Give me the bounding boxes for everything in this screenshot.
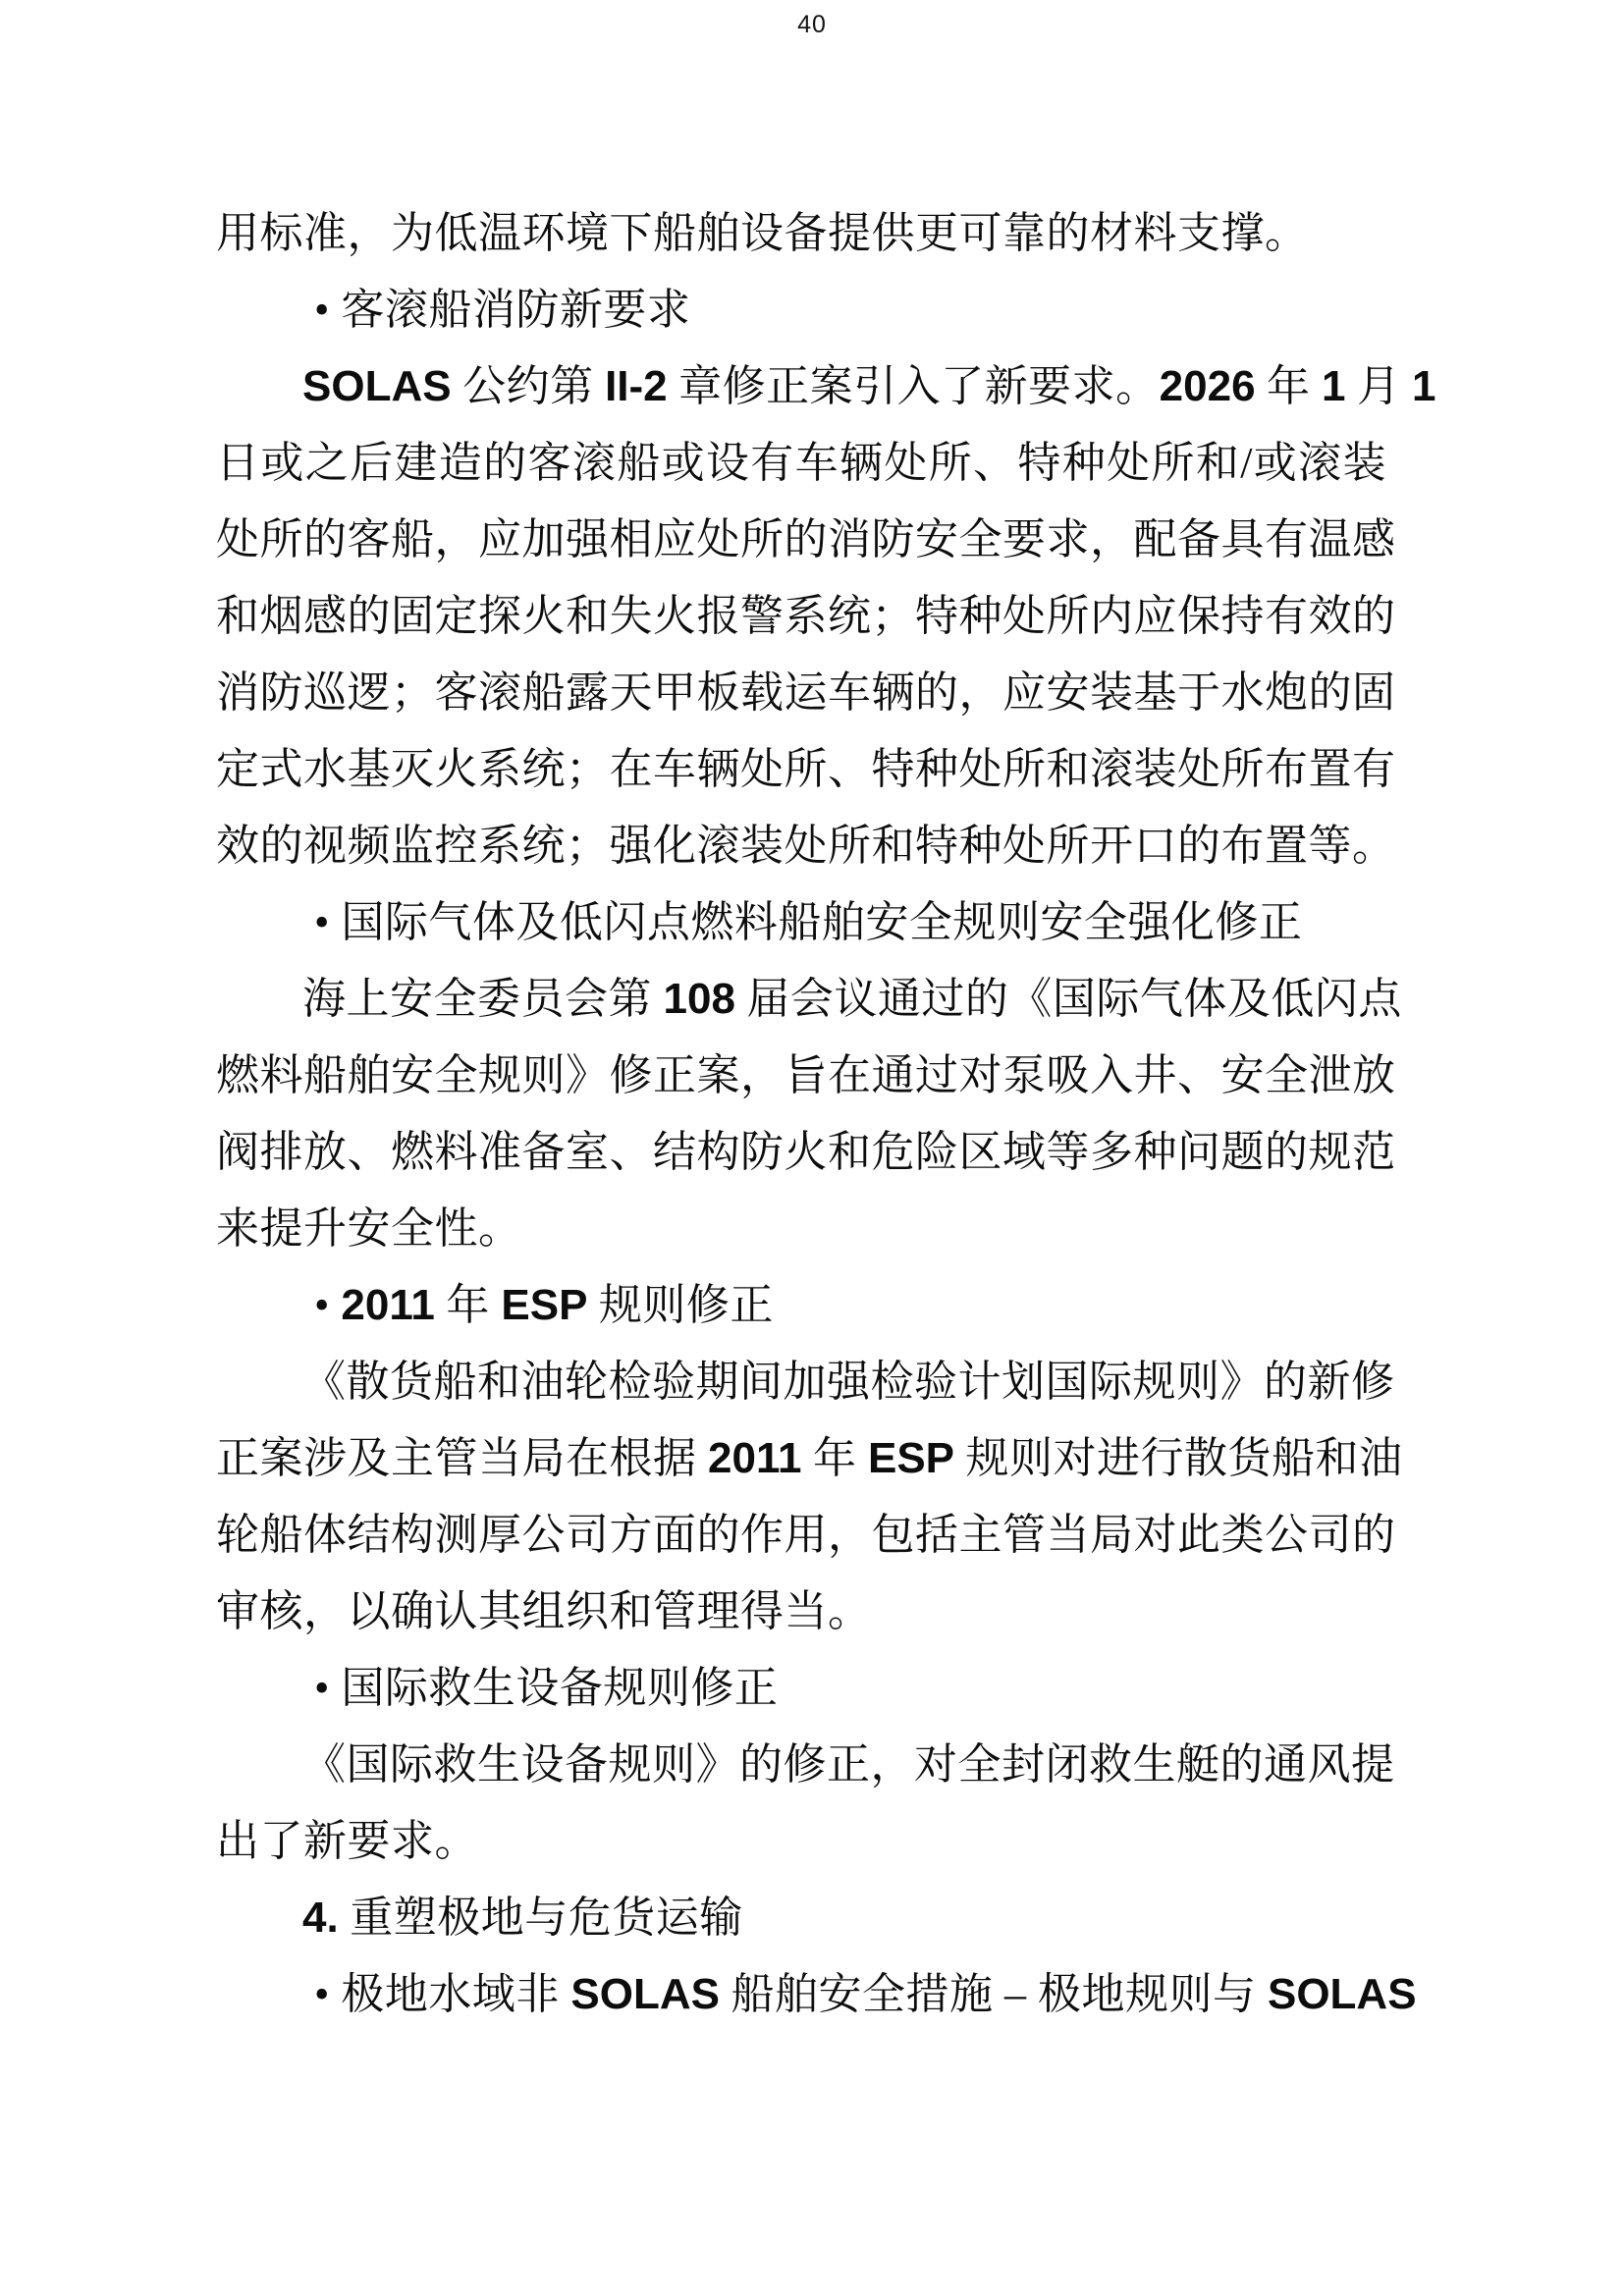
text-line: 效的视频监控系统；强化滚装处所和特种处所开口的布置等。	[216, 822, 1396, 870]
bullet-item: • 国际救生设备规则修正	[314, 1664, 779, 1712]
latin-run: SOLAS	[1267, 1970, 1417, 2018]
page-number: 40	[797, 11, 827, 38]
text-line: SOLAS 公约第 II-2 章修正案引入了新要求。2026 年 1 月 1	[302, 362, 1436, 410]
text-line: 海上安全委员会第 108 届会议通过的《国际气体及低闪点	[302, 975, 1402, 1023]
latin-run: 4.	[302, 1894, 339, 1942]
text-line: 定式水基灭火系统；在车辆处所、特种处所和滚装处所布置有	[216, 745, 1396, 793]
latin-run: 1	[1412, 362, 1436, 410]
text-line: 《散货船和油轮检验期间加强检验计划国际规则》的新修	[302, 1358, 1395, 1406]
text-line: 阀排放、燃料准备室、结构防火和危险区域等多种问题的规范	[216, 1128, 1396, 1176]
latin-run: 2011	[708, 1434, 802, 1482]
text-line: 审核，以确认其组织和管理得当。	[216, 1587, 872, 1635]
bullet-item: • 客滚船消防新要求	[314, 286, 691, 334]
bullet-item: • 2011 年 ESP 规则修正	[314, 1281, 774, 1329]
text-line: 消防巡逻；客滚船露天甲板载运车辆的，应安装基于水炮的固	[216, 668, 1396, 717]
latin-run: SOLAS	[302, 362, 452, 410]
bullet-item: • 极地水域非 SOLAS 船舶安全措施 – 极地规则与 SOLAS	[314, 1970, 1417, 2018]
bullet-item: • 国际气体及低闪点燃料船舶安全规则安全强化修正	[314, 898, 1303, 946]
text-line: 处所的客船，应加强相应处所的消防安全要求，配备具有温感	[216, 515, 1396, 563]
latin-run: 2026	[1159, 362, 1256, 410]
text-line: 正案涉及主管当局在根据 2011 年 ESP 规则对进行散货船和油	[216, 1434, 1403, 1482]
text-line: 来提升安全性。	[216, 1204, 522, 1253]
latin-run: ESP	[501, 1281, 588, 1329]
latin-run: 108	[663, 975, 735, 1023]
text-line: 用标准，为低温环境下船舶设备提供更可靠的材料支撑。	[216, 209, 1309, 257]
text-line: 出了新要求。	[216, 1817, 478, 1865]
text-line: 燃料船舶安全规则》修正案，旨在通过对泵吸入井、安全泄放	[216, 1051, 1396, 1099]
text-line: 和烟感的固定探火和失火报警系统；特种处所内应保持有效的	[216, 592, 1396, 640]
text-line: 日或之后建造的客滚船或设有车辆处所、特种处所和/或滚装	[216, 439, 1386, 487]
latin-run: 2011	[341, 1281, 435, 1329]
numbered-heading: 4. 重塑极地与危货运输	[302, 1894, 743, 1942]
latin-run: ESP	[867, 1434, 955, 1482]
latin-run: II-2	[605, 362, 668, 410]
text-line: 轮船体结构测厚公司方面的作用，包括主管当局对此类公司的	[216, 1511, 1396, 1559]
latin-run: SOLAS	[570, 1970, 720, 2018]
document-body	[216, 195, 1436, 2033]
text-line: 《国际救生设备规则》的修正，对全封闭救生艇的通风提	[302, 1740, 1395, 1789]
latin-run: 1	[1322, 362, 1346, 410]
